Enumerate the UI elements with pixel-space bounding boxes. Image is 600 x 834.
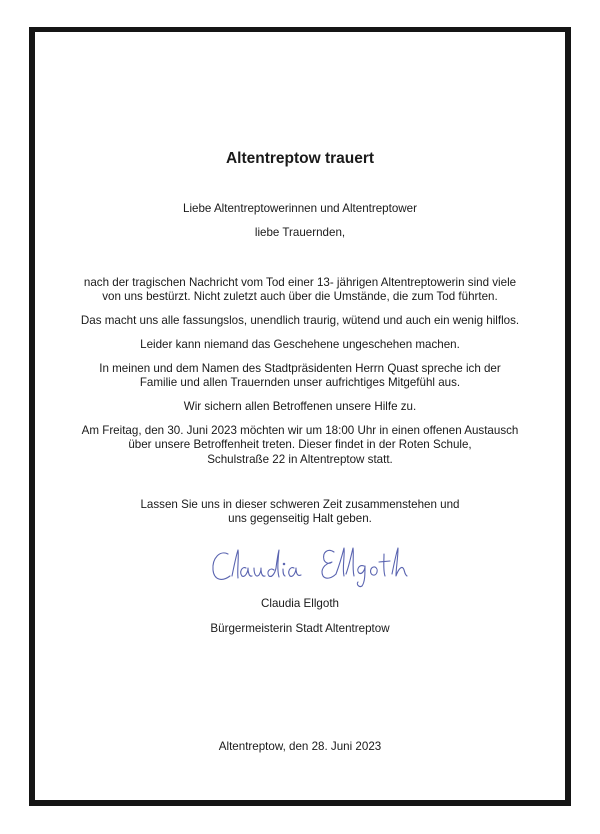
body-line: In meinen und dem Namen des Stadtpräsidenten Herrn Quast spreche ich der — [99, 362, 501, 375]
body-line: nach der tragischen Nachricht vom Tod einer 13- jährigen Altentreptowerin sind viele — [83, 276, 517, 289]
body-line: Am Freitag, den 30. Juni 2023 möchten wir um 18:00 Uhr in einen offenen Austausch — [81, 424, 519, 437]
salutation-line-1: Liebe Altentreptowerinnen und Altentreptower — [183, 202, 417, 215]
body-line: Lassen Sie uns in dieser schweren Zeit zusammenstehen und — [140, 498, 460, 511]
page-title: Altentreptow trauert — [225, 150, 375, 167]
body-line: uns gegenseitig Halt geben. — [228, 512, 372, 525]
page-border — [29, 27, 571, 806]
signer-role: Bürgermeisterin Stadt Altentreptow — [210, 622, 390, 635]
place-and-date: Altentreptow, den 28. Juni 2023 — [218, 740, 382, 753]
body-line: Wir sichern allen Betroffenen unsere Hilfe zu. — [183, 400, 417, 413]
signature-image — [208, 540, 428, 590]
body-line: von uns bestürzt. Nicht zuletzt auch über die Umstände, die zum Tod führten. — [102, 290, 498, 303]
body-line: Das macht uns alle fassungslos, unendlich traurig, wütend und auch ein wenig hilflos. — [80, 314, 520, 327]
body-line: Familie und allen Trauernden unser aufrichtiges Mitgefühl aus. — [139, 376, 461, 389]
body-line: über unsere Betroffenheit treten. Dieser findet in der Roten Schule, — [128, 438, 472, 451]
salutation-line-2: liebe Trauernden, — [254, 226, 346, 239]
body-line: Schulstraße 22 in Altentreptow statt. — [207, 453, 393, 466]
signer-name: Claudia Ellgoth — [261, 597, 339, 610]
body-line: Leider kann niemand das Geschehene ungeschehen machen. — [140, 338, 460, 351]
